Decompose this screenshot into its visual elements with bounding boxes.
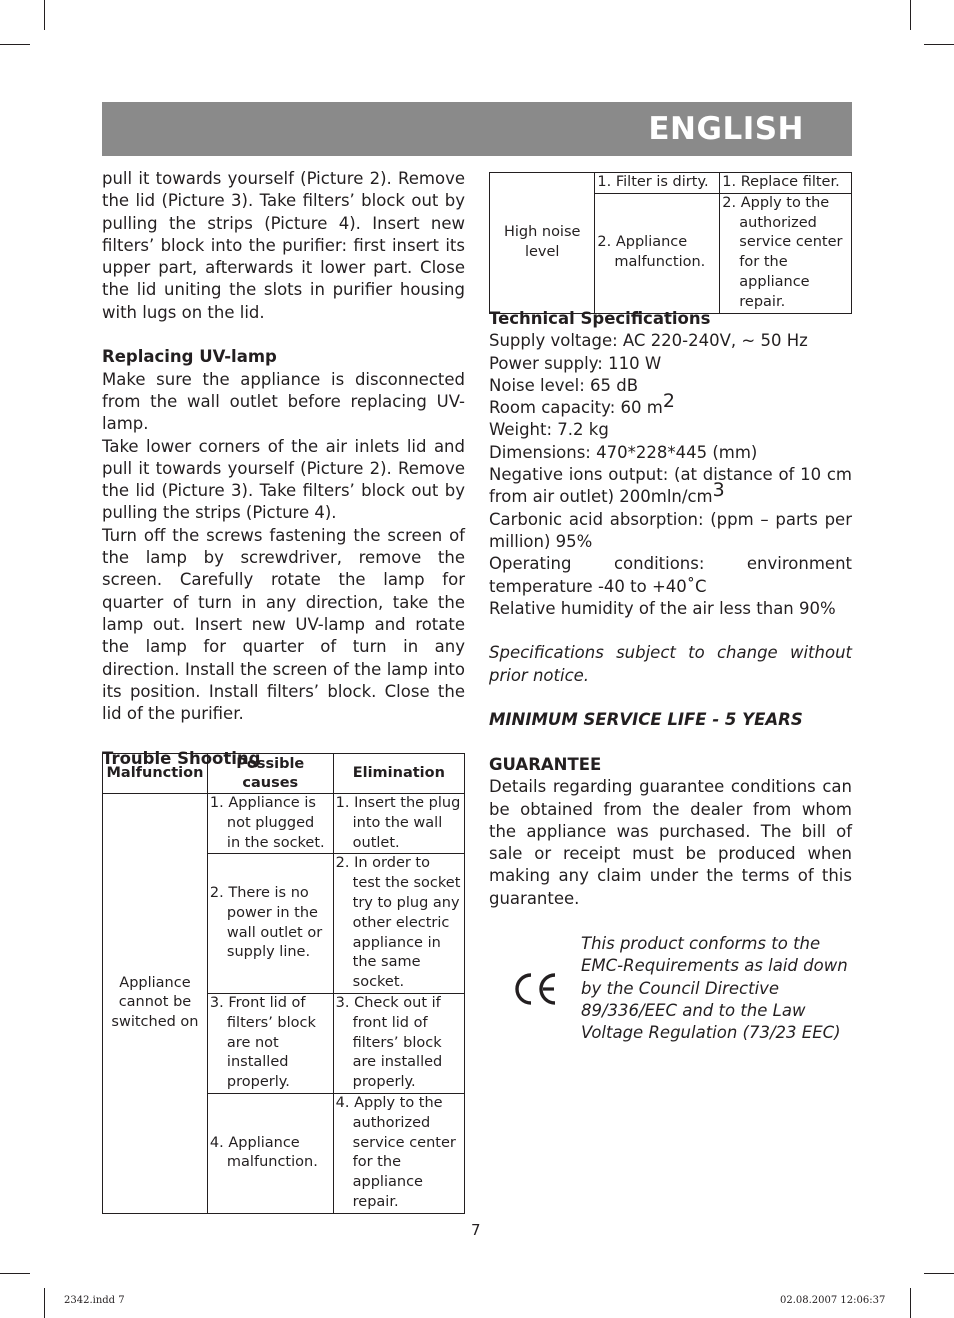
cause-cell: 2. There is no power in the wall outlet or supply line. — [207, 854, 333, 994]
crop-mark — [44, 1288, 45, 1318]
crop-mark — [910, 1288, 911, 1318]
paragraph: pull it towards yourself (Picture 2). Remove the lid (Picture 3). Take filters’ block out by pulling the strips (Picture 4). Insert new filters’ block into the purifier: first insert its upper part, afterwards it lower part. Close the lid uniting the slots in purifier housing with lugs on the lid. — [102, 169, 465, 322]
cause-cell: 2. Appliance malfunction. — [595, 193, 720, 313]
spec-line: Room capacity: 60 $m^2$ — [489, 390, 675, 418]
table-header: Malfunction — [103, 754, 208, 794]
spec-notice: Specifications subject to change without prior notice. — [489, 643, 852, 685]
guarantee-heading: GUARANTEE — [489, 754, 602, 774]
table-header: Elimination — [333, 754, 464, 794]
specs-heading: Technical Specifications — [489, 309, 711, 328]
spec-line: Dimensions: 470*228*445 (mm) — [489, 442, 758, 462]
right-column — [489, 308, 852, 910]
crop-mark — [0, 44, 30, 45]
crop-mark — [924, 1273, 954, 1274]
crop-mark — [44, 0, 45, 30]
noise-table — [489, 172, 852, 314]
malfunction-cell: High noise level — [490, 173, 595, 314]
fix-cell: 3. Check out if front lid of filters’ block are installed properly. — [333, 993, 464, 1093]
cause-cell: 4. Appliance malfunction. — [207, 1093, 333, 1213]
left-column — [102, 168, 465, 770]
fix-cell: 2. In order to test the socket try to plug any other electric appliance in the same socket. — [333, 854, 464, 994]
spec-line: Weight: 7.2 kg — [489, 420, 609, 440]
uv-lamp-heading: Replacing UV-lamp — [102, 347, 277, 367]
spec-line: Supply voltage: AC 220-240V, ~ 50 Hz — [489, 331, 808, 351]
fix-cell: 4. Apply to the authorized service center for the appliance repair. — [333, 1093, 464, 1213]
paragraph: Take lower corners of the air inlets lid and pull it towards yourself (Picture 2). Remove the lid (Picture 3). Take filters’ block out by pulling the strips (Picture 4). — [102, 436, 465, 523]
trouble-shooting-table — [102, 753, 465, 1214]
header-bar — [102, 102, 852, 156]
table-header: Possible causes — [207, 754, 333, 794]
fix-cell: 1. Insert the plug into the wall outlet. — [333, 794, 464, 854]
spec-line: Noise level: 65 dB — [489, 375, 639, 395]
fix-cell: 1. Replace filter. — [720, 173, 852, 194]
footer-timestamp: 02.08.2007 12:06:37 — [780, 1295, 886, 1306]
footer-filename: 2342.indd 7 — [64, 1295, 125, 1306]
service-life: MINIMUM SERVICE LIFE - 5 YEARS — [489, 710, 803, 730]
fix-cell: 2. Apply to the authorized service center for the appliance repair. — [720, 193, 852, 313]
crop-mark — [910, 0, 911, 30]
cause-cell: 1. Appliance is not plugged in the socket. — [207, 794, 333, 854]
crop-mark — [924, 44, 954, 45]
ce-mark-icon — [511, 971, 559, 1007]
cause-cell: 1. Filter is dirty. — [595, 173, 720, 194]
spec-line: Operating conditions: environment temperature -40 to +40˚C — [489, 554, 852, 596]
paragraph: Turn off the screws fastening the screen of the lamp by screwdriver, remove the screen. Carefully rotate the lamp for quarter of turn in any direction, take the lamp out. Insert new UV-lamp and rotate the lamp for quarter of turn in any direction. Install the screen of the lamp into its position. Install filters’ block. Close the lid of the purifier. — [102, 525, 465, 724]
guarantee-text: Details regarding guarantee conditions can be obtained from the dealer from whom the appliance was purchased. The bill of sale or receipt must be produced when making any claim under the terms of this guarantee. — [489, 777, 852, 908]
spec-line: Power supply: 110 W — [489, 353, 662, 373]
ce-conformity — [489, 933, 852, 1053]
spec-line: Negative ions output: (at distance of 10 cm from air outlet) $200mln/cm^3$ — [489, 465, 852, 507]
cause-cell: 3. Front lid of filters’ block are not installed properly. — [207, 993, 333, 1093]
malfunction-cell: Appliance cannot be switched on — [103, 794, 208, 1214]
trouble-shooting-heading: Trouble Shooting — [102, 748, 261, 768]
page-title: ENGLISH — [648, 111, 804, 147]
spec-line: Relative humidity of the air less than 90% — [489, 598, 836, 618]
crop-mark — [0, 1273, 30, 1274]
ce-statement: This product conforms to the EMC-Requirements as laid down by the Council Directive 89/336/EEC and to the Law Voltage Regulation (73/23 EEC) — [581, 934, 848, 1043]
spec-line: Carbonic acid absorption: (ppm – parts per million) 95% — [489, 509, 852, 551]
paragraph: Make sure the appliance is disconnected from the wall outlet before replacing UV-lamp. — [102, 369, 465, 434]
page-number: 7 — [471, 1221, 481, 1239]
